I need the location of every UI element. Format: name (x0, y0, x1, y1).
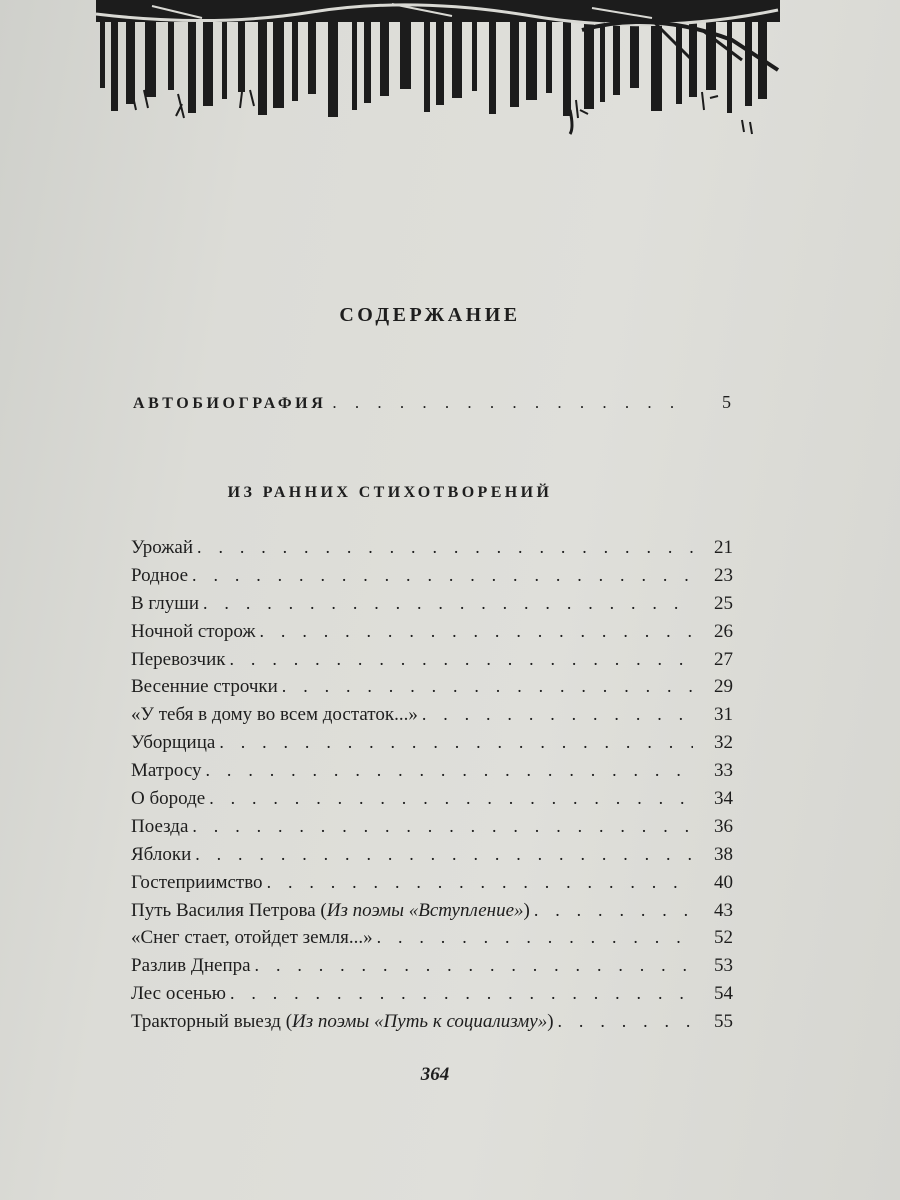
toc-entry[interactable] (131, 952, 733, 980)
entry-title: АВТОБИОГРАФИЯ (133, 395, 327, 412)
toc-entry[interactable] (131, 897, 733, 925)
toc-entry[interactable] (131, 980, 733, 1008)
toc-entry-autobiography[interactable] (133, 392, 731, 413)
section-title: ИЗ РАННИХ СТИХОТВОРЕНИЙ (227, 484, 553, 501)
dot-leader (192, 813, 693, 841)
entry-title: «Снег стает, отойдет земля...» (131, 927, 373, 949)
contents-title: СОДЕРЖАНИЕ (339, 304, 521, 326)
toc-entry[interactable] (131, 534, 733, 562)
entry-page-number: 23 (714, 564, 733, 586)
toc-entry[interactable] (131, 869, 733, 897)
entry-page-number: 31 (714, 704, 733, 726)
dot-leader (206, 757, 693, 785)
dot-leader (422, 701, 693, 729)
entry-note-text: Из поэмы «Вступление» (326, 899, 524, 921)
toc-entry[interactable] (131, 841, 733, 869)
entry-page-number: 27 (714, 648, 733, 670)
dot-leader (195, 841, 693, 869)
entry-page-number: 26 (714, 620, 733, 642)
toc-entry[interactable] (131, 646, 733, 674)
toc-entry[interactable] (131, 673, 733, 701)
entry-title: Уборщица (131, 732, 216, 754)
dot-leader (197, 534, 693, 562)
dot-leader (192, 562, 693, 590)
entry-page-number: 38 (714, 843, 733, 865)
toc-entry[interactable] (131, 757, 733, 785)
entry-title: Родное (131, 564, 189, 586)
dot-leader (219, 729, 693, 757)
dot-leader (203, 590, 693, 618)
entry-title: «У тебя в дому во всем достаток...» (131, 704, 418, 726)
entry-title: Весенние строчки (131, 676, 278, 698)
entry-title: В глуши (131, 592, 200, 614)
entry-page-number: 29 (714, 676, 733, 698)
toc-entry[interactable] (131, 924, 733, 952)
entry-title: Урожай (131, 537, 194, 558)
toc-entry[interactable] (131, 729, 733, 757)
toc-entry[interactable] (131, 618, 733, 646)
entry-title: Разлив Днепра (131, 955, 251, 977)
entry-title: О бороде (131, 788, 206, 810)
entry-title: Тракторный выезд (131, 1011, 281, 1033)
toc-entry[interactable] (131, 562, 733, 590)
entry-title: Ночной сторож (131, 620, 256, 642)
entry-page-number: 21 (714, 537, 733, 558)
woodcut-headpiece-illustration (92, 0, 782, 140)
toc-entry[interactable] (131, 701, 733, 729)
dot-leader (332, 393, 691, 413)
entry-page-number: 55 (714, 1011, 733, 1033)
entry-page-number: 33 (714, 760, 733, 782)
entry-title: Поезда (131, 815, 189, 837)
dot-leader (255, 952, 693, 980)
dot-leader (558, 1008, 693, 1036)
entry-page-number: 40 (714, 871, 733, 893)
toc-entry[interactable] (131, 590, 733, 618)
entry-page-number: 54 (714, 983, 733, 1005)
entry-page-number: 5 (722, 392, 731, 412)
toc-entry[interactable] (131, 1008, 733, 1036)
entry-page-number: 52 (714, 927, 733, 949)
entry-note: (Из поэмы «Путь к социализму») (280, 1011, 554, 1033)
toc-entry[interactable] (131, 813, 733, 841)
entry-title: Гостеприимство (131, 871, 263, 893)
entry-page-number: 34 (714, 788, 733, 810)
entry-title: Матросу (131, 760, 202, 782)
dot-leader (282, 673, 693, 701)
entry-title: Лес осенью (131, 983, 226, 1005)
dot-leader (260, 618, 693, 646)
entry-note-text: Из поэмы «Путь к социализму» (292, 1011, 548, 1033)
dot-leader (209, 785, 693, 813)
entry-title: Яблоки (131, 843, 192, 865)
dot-leader (267, 869, 693, 897)
toc-entry[interactable] (131, 785, 733, 813)
dot-leader (230, 646, 693, 674)
entry-page-number: 53 (714, 955, 733, 977)
toc-list (131, 534, 733, 1036)
dot-leader (377, 924, 693, 952)
entry-page-number: 36 (714, 815, 733, 837)
dot-leader (534, 897, 693, 925)
entry-note: (Из поэмы «Вступление») (315, 899, 530, 921)
entry-page-number: 32 (714, 732, 733, 754)
entry-page-number: 43 (714, 899, 733, 921)
page-number: 364 (420, 1064, 450, 1085)
entry-title: Перевозчик (131, 648, 226, 670)
dot-leader (230, 980, 693, 1008)
entry-title: Путь Василия Петрова (131, 899, 316, 921)
entry-page-number: 25 (714, 592, 733, 614)
